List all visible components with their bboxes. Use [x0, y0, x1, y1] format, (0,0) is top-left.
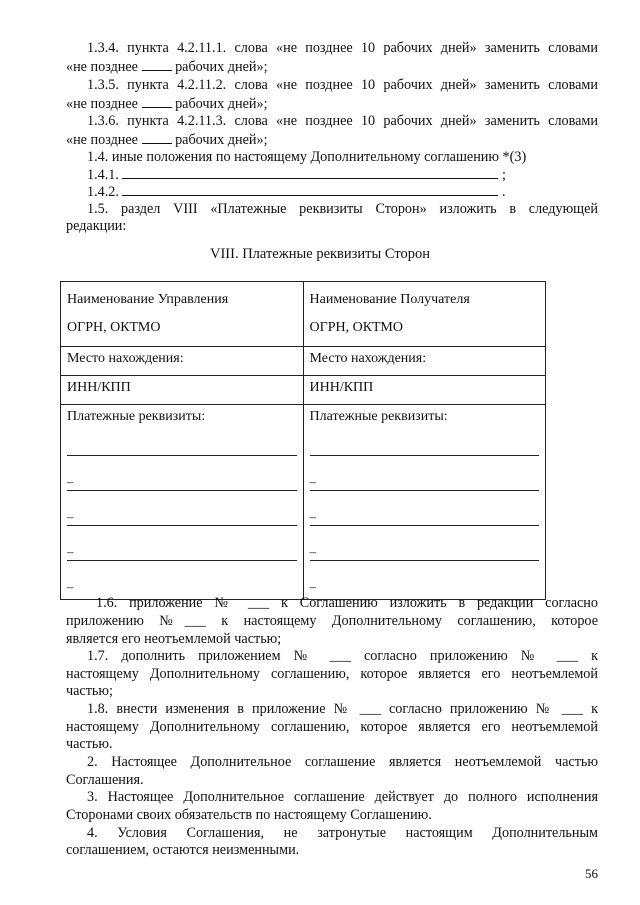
- text-fragment: «не позднее: [66, 96, 138, 112]
- item-1-7-line1: 1.7. дополнить приложением № ___ согласно приложению № ___ к: [87, 648, 598, 664]
- blank-line: [67, 509, 297, 526]
- text-fragment: «не позднее: [66, 59, 138, 75]
- dash-mark: –: [309, 544, 316, 559]
- item-1-3-6-line2: [66, 131, 598, 149]
- blank-line: [67, 439, 297, 456]
- item-4-line1: 4. Условия Соглашения, не затронутые настоящим Дополнительным: [87, 825, 598, 841]
- dash-mark: –: [67, 579, 74, 594]
- blank-field: [142, 58, 172, 71]
- table-row: [61, 405, 546, 600]
- ogrn-label: ОГРН, ОКТМО: [309, 320, 403, 335]
- item-4-line2: соглашением, остаются неизменными.: [66, 842, 300, 858]
- item-1-5-line1: 1.5. раздел VIII «Платежные реквизиты Сторон» изложить в следующей: [87, 201, 598, 217]
- text-fragment: ;: [502, 167, 506, 183]
- blank-line: [310, 509, 540, 526]
- table-row: [61, 347, 546, 376]
- item-1-3-4-line2: [66, 58, 598, 76]
- blank-field: [122, 183, 498, 196]
- blank-line: [67, 474, 297, 491]
- dash-mark: –: [67, 509, 74, 524]
- payment-details-label: Платежные реквизиты:: [309, 409, 448, 424]
- blank-line: [310, 439, 540, 456]
- item-1-3-6-line1: 1.3.6. пункта 4.2.11.3. слова «не позднее 10 рабочих дней» заменить словами: [87, 113, 598, 129]
- table-cell: [61, 405, 304, 600]
- item-1-8-line1: 1.8. внести изменения в приложение № ___ согласно приложению № ___ к: [87, 701, 598, 717]
- text-fragment: рабочих дней»;: [175, 59, 268, 75]
- text-fragment: «не позднее: [66, 132, 138, 148]
- item-1-5-line2: редакции:: [66, 218, 127, 234]
- table-cell: [61, 347, 304, 376]
- item-3-line2: Сторонами своих обязательств по настоящему Соглашению.: [66, 807, 432, 823]
- location-label: Место нахождения:: [67, 351, 184, 366]
- ogrn-label: ОГРН, ОКТМО: [67, 320, 161, 335]
- table-row: [61, 282, 546, 347]
- text-fragment: 1.4.2.: [87, 184, 119, 200]
- item-1-4: 1.4. иные положения по настоящему Дополнительному соглашению *(3): [87, 149, 527, 165]
- table-cell: [61, 376, 304, 405]
- table-cell: [303, 347, 546, 376]
- blank-line: [310, 474, 540, 491]
- blank-line: [67, 579, 297, 595]
- inn-label: ИНН/КПП: [309, 380, 374, 395]
- item-1-8-line2: настоящему Дополнительному соглашению, которое является его неотъемлемой: [66, 719, 598, 735]
- item-2-line2: Соглашения.: [66, 772, 144, 788]
- section-title: VIII. Платежные реквизиты Сторон: [210, 246, 430, 262]
- payment-details-label: Платежные реквизиты:: [67, 409, 206, 424]
- text-fragment: рабочих дней»;: [175, 96, 268, 112]
- dash-mark: –: [67, 544, 74, 559]
- table-cell: [61, 282, 304, 347]
- item-1-4-2: [87, 183, 598, 201]
- item-2-line1: 2. Настоящее Дополнительное соглашение является неотъемлемой частью: [87, 754, 598, 770]
- blank-line: [310, 579, 540, 595]
- blank-line: [67, 544, 297, 561]
- text-fragment: рабочих дней»;: [175, 132, 268, 148]
- item-1-3-5-line2: [66, 95, 598, 113]
- page-number: 56: [585, 866, 598, 881]
- table-cell: [303, 405, 546, 600]
- item-1-6-line1: 1.6. приложение № ___ к Соглашению изложить в редакции согласно: [96, 595, 598, 611]
- blank-line: [310, 544, 540, 561]
- item-1-6-line3: является его неотъемлемой частью;: [66, 631, 282, 647]
- blank-field: [142, 95, 172, 108]
- item-1-4-1: [87, 166, 598, 184]
- blank-field: [142, 131, 172, 144]
- item-1-7-line2: настоящему Дополнительному соглашению, которое является его неотъемлемой: [66, 666, 598, 682]
- text-fragment: .: [502, 184, 506, 200]
- table-cell: [303, 376, 546, 405]
- item-1-6-line2: приложению №___ к настоящему Дополнительному соглашению, которое: [66, 613, 598, 629]
- item-1-3-4-line1: 1.3.4. пункта 4.2.11.1. слова «не позднее 10 рабочих дней» заменить словами: [87, 40, 598, 56]
- party-name-label: Наименование Получателя: [309, 292, 470, 307]
- dash-mark: –: [309, 579, 316, 594]
- dash-mark: –: [309, 509, 316, 524]
- location-label: Место нахождения:: [309, 351, 427, 366]
- table-row: [61, 376, 546, 405]
- dash-mark: –: [67, 474, 74, 489]
- text-fragment: 1.4.1.: [87, 167, 119, 183]
- party-name-label: Наименование Управления: [67, 292, 229, 307]
- item-1-3-5-line1: 1.3.5. пункта 4.2.11.2. слова «не позднее 10 рабочих дней» заменить словами: [87, 77, 598, 93]
- dash-mark: –: [309, 474, 316, 489]
- payment-details-table: [60, 281, 546, 600]
- item-1-8-line3: частью.: [66, 736, 113, 752]
- item-1-7-line3: частью;: [66, 683, 113, 699]
- item-3-line1: 3. Настоящее Дополнительное соглашение действует до полного исполнения: [87, 789, 598, 805]
- blank-field: [122, 166, 498, 179]
- table-cell: [303, 282, 546, 347]
- inn-label: ИНН/КПП: [67, 380, 131, 395]
